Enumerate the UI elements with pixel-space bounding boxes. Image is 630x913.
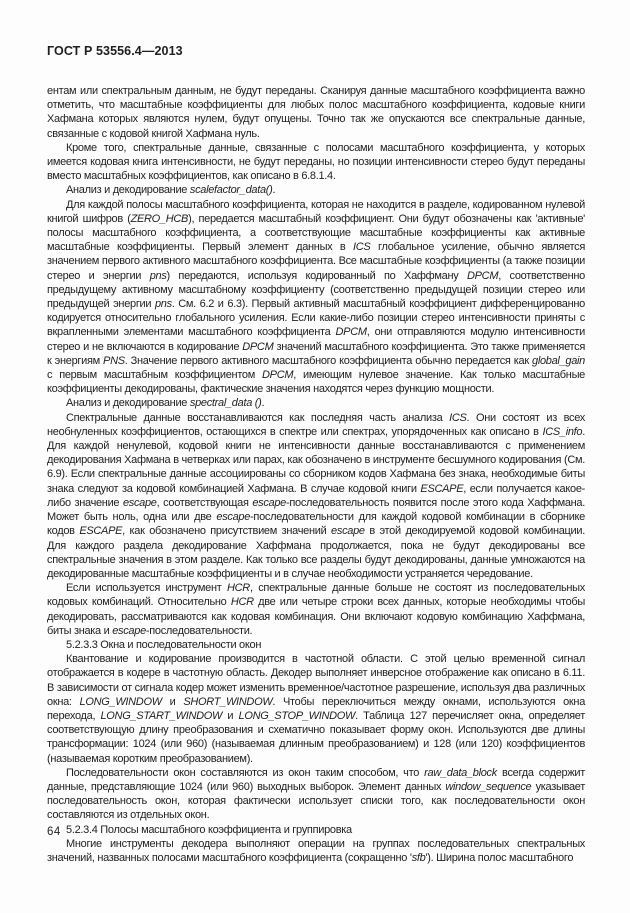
italic-term: HCR (227, 582, 250, 595)
text-segment: значений масштабного коэффициента. Это также применяется к энергиям (47, 340, 585, 367)
paragraph-scalefactor-data-title (47, 183, 585, 197)
italic-term: DPCM (335, 326, 367, 339)
paragraph-scan-continuation (47, 84, 585, 141)
text-segment: Последовательности окон составляются из окон таким способом, что (66, 766, 425, 779)
italic-term: HCR (230, 596, 254, 609)
text-segment: , если получается какое-либо значение (47, 482, 585, 509)
italic-term: ICS (449, 411, 467, 424)
text-segment: . Чтобы переключиться между окнами, используются окна перехода, (47, 695, 586, 722)
section-heading-5-2-3-4 (47, 823, 585, 837)
page-number: 64 (47, 826, 61, 838)
text-segment: 5.2.3.4 Полосы масштабного коэффициента и группировка (66, 823, 352, 836)
text-segment: указывает последовательность окон, которая фактически использует списки того, как последовательности окон составляются из отдельных окон. (47, 780, 585, 822)
text-segment: Кроме того, спектральные данные, связанные с полосами масштабного коэффициента, у которых имеется кодовая книга интенсивности, не будут переданы, но позиции интенсивности стерео будут переданы вместо масштабных коэффициентов, как описано в 6.8.1.4. (47, 141, 585, 183)
italic-term: pns (149, 269, 167, 282)
text-segment: Для каждой полосы масштабного коэффициента, которая не находится в разделе, кодированном нулевой книгой шифров ( (47, 198, 585, 225)
italic-term: spectral_data () (189, 397, 262, 410)
italic-term: escape (216, 511, 251, 524)
text-segment: , спектральные данные больше не состоят из последовательных кодовых комбинаций. Относительно (47, 582, 585, 609)
text-segment: . (261, 397, 265, 410)
document-body (47, 84, 585, 865)
paragraph-intensity-codebook (47, 141, 585, 184)
text-segment: ), передается масштабный коэффициент. Они будут обозначены как 'активные' полосы масштабного коэффициента, а соответствующие масштабные коэффициенты как активные масштабные коэффициенты. Первый элемент данных в (47, 212, 585, 254)
paragraph-windows (47, 652, 585, 766)
italic-term: raw_data_block (424, 766, 497, 779)
paragraph-hcr-tool (47, 581, 585, 638)
italic-term: global_gain (532, 354, 585, 367)
text-segment: с первым масштабным коэффициентом (47, 369, 263, 382)
italic-term: escape (252, 496, 286, 509)
italic-term: ZERO_HCB (130, 212, 189, 225)
text-segment: '). Ширина полос масштабного (425, 851, 574, 864)
paragraph-scalefactor-decoding (47, 198, 585, 397)
text-segment: -последовательности. (145, 624, 253, 637)
italic-term: DPCM (242, 340, 274, 353)
italic-term: PNS (103, 354, 125, 367)
text-segment: . См. 6.2 и 6.3). Первый активный масштабный коэффициент дифференцированно кодируется относительно глобального усиления. Если какие-либо позиции стерео интенсивности приняты с вкрапленными элементами масштабного коэффициента (47, 298, 585, 339)
text-segment: , соответствующая (156, 496, 253, 509)
text-segment: ентам или спектральным данным, не будут переданы. Сканируя данные масштабного коэффициента важно отметить, что масштабные коэффициенты для любых полос масштабного коэффициента, кодовые книги Хафмана которых являются нулем, будут опущены. Точно так же опускаются все спектральные данные, связанные с кодовой книгой Хафмана нуль. (47, 85, 585, 140)
text-segment: Анализ и декодирование (66, 184, 190, 197)
italic-term: ICS (353, 241, 371, 254)
paragraph-spectral-decoding (47, 411, 585, 581)
text-segment: и (161, 695, 184, 708)
italic-term: pns (154, 298, 172, 311)
italic-term: LONG_START_WINDOW (100, 709, 223, 722)
italic-term: LONG_WINDOW (79, 695, 162, 708)
text-segment: в этой декодируемой кодовой комбинации. Для каждого раздела декодирование Хаффмана продолжается, пока не будут декодированы все спектральные значения в этом разделе. Как только все разделы будут декодированы, данные умножаются на декодированные масштабные коэффициенты и в случае необходимости устраняется чередование. (47, 525, 585, 580)
text-segment: Анализ и декодирование (66, 397, 190, 410)
italic-term: DPCM (467, 269, 499, 282)
text-segment: Многие инструменты декодера выполняют операции на группах последовательных спектральных значений, названных полосами масштабного коэффициента (сокращенно ' (47, 837, 585, 864)
text-segment: , имеющим нулевое значение. Как только масштабные коэффициенты декодированы, фактические значения находятся через функцию мощности. (47, 369, 585, 396)
text-segment: ) передаются, используя кодированный по Хаффману (166, 269, 467, 282)
italic-term: SHORT_WINDOW (183, 695, 273, 708)
italic-term: escape (112, 624, 146, 637)
text-segment: и (222, 709, 239, 722)
italic-term: sfb (411, 851, 426, 864)
text-segment: . (272, 184, 276, 197)
italic-term: ESCAPE (79, 525, 123, 538)
text-segment: Если используется инструмент (66, 582, 227, 595)
text-segment: глобальное усиление, обычно является значением первого активного масштабного коэффициента. Все масштабные коэффициенты (а также позиции стерео и энергии (47, 241, 585, 282)
document-header-standard-number: ГОСТ Р 53556.4—2013 (47, 44, 183, 58)
italic-term: DPCM (262, 369, 294, 382)
text-segment: 5.2.3.3 Окна и последовательности окон (66, 638, 262, 651)
text-segment: Квантование и кодирование производится в частотной области. С этой целью временной сигнал отображается в кодере в частотную область. Декодер выполняет инверсное отображение как описано в 6.11. В зависимости от сигнала кодер может изменить временное/частотное разрешение, используя два различных окна: (47, 653, 585, 708)
text-segment: , они отправляются модулю интенсивности стерео и не включаются в кодирование (47, 326, 585, 353)
paragraph-spectral-data-title (47, 396, 585, 410)
italic-term: ESCAPE (420, 482, 464, 495)
text-segment: . Они состоят из всех необнуленных коэффициентов, остающихся в спектре или спектрах, упорядоченных как описано в (47, 411, 586, 438)
italic-term: LONG_STOP_WINDOW (238, 709, 356, 722)
italic-term: window_sequence (445, 780, 532, 793)
paragraph-sfb (47, 837, 585, 865)
text-segment: две или четыре строки всех данных, которые необходимы чтобы декодировать, рассматриваются как кодовая комбинация. Они включают кодовую комбинацию Хаффмана, биты знака и (47, 596, 585, 637)
text-segment: Спектральные данные восстанавливаются как последняя часть анализа (66, 411, 450, 424)
text-segment: . Значение первого активного масштабного коэффициента обычно передается как (124, 354, 533, 367)
italic-term: ICS_info (542, 425, 583, 438)
paragraph-window-sequences (47, 766, 585, 823)
text-segment: всегда содержит данные, представляющие 1024 (или 960) выходных выборок. Элемент данных (47, 766, 586, 793)
text-segment: . Для каждой ненулевой, кодовой книги не интенсивности данные восстанавливаются с применением декодирования Хафмана в четверках или парах, как обозначено в инструменте бесшумного кодирования (См. 6.9). Если спектральные данные ассоциированы со сборником кодов Хафмана без знака, необходимые биты знака следуют за кодовой комбинацией Хафмана. В случае кодовой книги (47, 425, 585, 495)
text-segment: , соответственно предыдущему активному масштабному коэффициенту (соответственно предыдущей позиции стерео или предыдущей энергии (47, 269, 585, 311)
section-heading-5-2-3-3 (47, 638, 585, 652)
text-segment: . Таблица 127 перечисляет окна, определяет соответствующую длину преобразования и схематично показывает форму окон. Используются две длины трансформации: 1024 (или 960) (называемая длинным преобразованием) и 128 (или 120) коэффициентов (называемая коротким преобразованием). (47, 709, 585, 765)
italic-term: escape (122, 496, 157, 509)
text-segment: , как обозначено присутствием значений (122, 525, 332, 538)
italic-term: scalefactor_data() (189, 184, 273, 197)
text-segment: -последовательности для каждой кодовой комбинации в сборнике кодов (47, 511, 585, 538)
text-segment: -последовательность появится после этого кода Хаффмана. Может быть ноль, одна или две (47, 496, 586, 524)
italic-term: escape (331, 525, 365, 538)
